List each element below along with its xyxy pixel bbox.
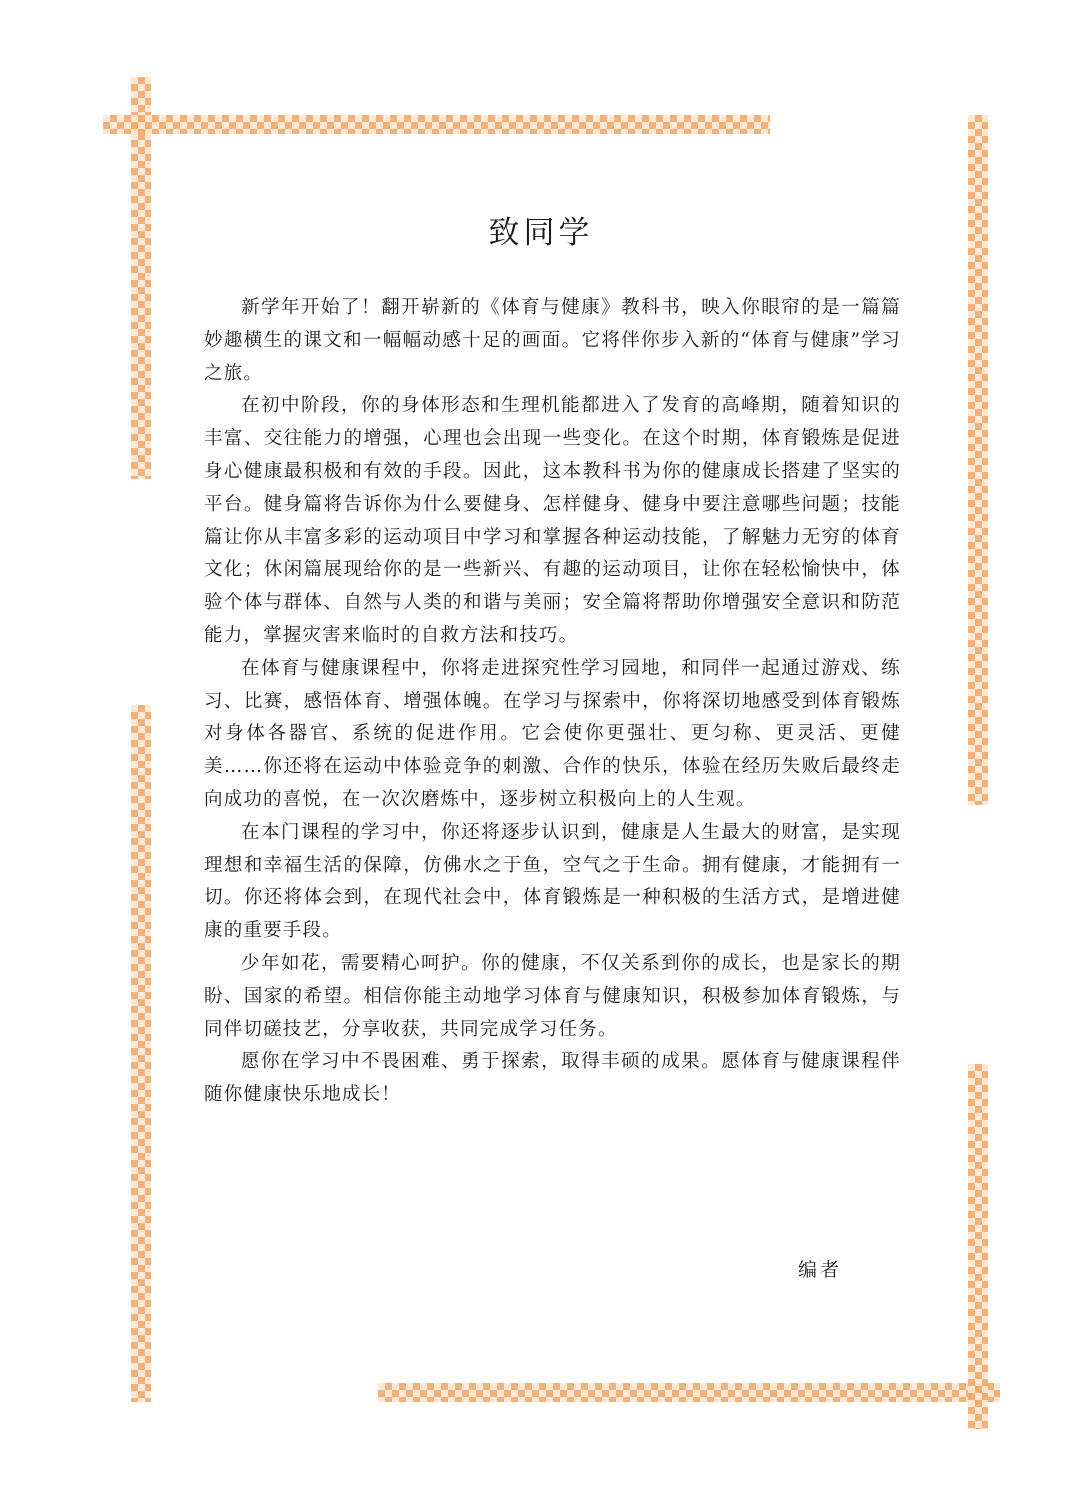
paragraph-4: 在本门课程的学习中，你还将逐步认识到，健康是人生最大的财富，是实现理想和幸福生活的保障，仿佛水之于鱼，空气之于生命。拥有健康，才能拥有一切。你还将体会到，在现代社会中，体育锻炼是一种积极的生活方式，是增进健康的重要手段。 [204, 821, 901, 942]
paragraph-1: 新学年开始了！翻开崭新的《体育与健康》教科书，映入你眼帘的是一篇篇妙趣横生的课文和一幅幅动感十足的画面。它将伴你步入新的“体育与健康”学习之旅。 [204, 297, 901, 384]
paragraph-5: 少年如花，需要精心呵护。你的健康，不仅关系到你的成长，也是家长的期盼、国家的希望。相信你能主动地学习体育与健康知识，积极参加体育锻炼，与同伴切磋技艺，分享收获，共同完成学习任务。 [204, 952, 901, 1040]
letter-body [204, 292, 901, 1112]
paragraph-2: 在初中阶段，你的身体形态和生理机能都进入了发育的高峰期，随着知识的丰富、交往能力的增强，心理也会出现一些变化。在这个时期，体育锻炼是促进身心健康最积极和有效的手段。因此，这本教科书为你的健康成长搭建了坚实的平台。健身篇将告诉你为什么要健身、怎样健身、健身中要注意哪些问题；技能篇让你从丰富多彩的运动项目中学习和掌握各种运动技能，了解魅力无穷的体育文化；休闲篇展现给你的是一些新兴、有趣的运动项目，让你在轻松愉快中，体验个体与群体、自然与人类的和谐与美丽；安全篇将帮助你增强安全意识和防范能力，掌握灾害来临时的自救方法和技巧。 [204, 395, 901, 646]
decorative-border-top-left-vertical [131, 77, 151, 479]
decorative-border-top-horizontal [103, 115, 770, 134]
decorative-border-bottom-horizontal [378, 1383, 1000, 1402]
paragraph-3: 在体育与健康课程中，你将走进探究性学习园地，和同伴一起通过游戏、练习、比赛，感悟体育、增强体魄。在学习与探索中，你将深切地感受到体育锻炼对身体各器官、系统的促进作用。它会使你更强壮、更匀称、更灵活、更健美……你还将在运动中体验竞争的刺激、合作的快乐，体验在经历失败后最终走向成功的喜悦，在一次次磨炼中，逐步树立积极向上的人生观。 [204, 657, 901, 810]
decorative-border-bottom-right-vertical [968, 1064, 988, 1429]
paragraph-6: 愿你在学习中不畏困难、勇于探索，取得丰硕的成果。愿体育与健康课程伴随你健康快乐地成长！ [204, 1051, 901, 1106]
page-title: 致同学 [488, 214, 594, 251]
signature: 编者 [798, 1259, 843, 1281]
decorative-border-bottom-left-vertical [131, 705, 151, 1402]
